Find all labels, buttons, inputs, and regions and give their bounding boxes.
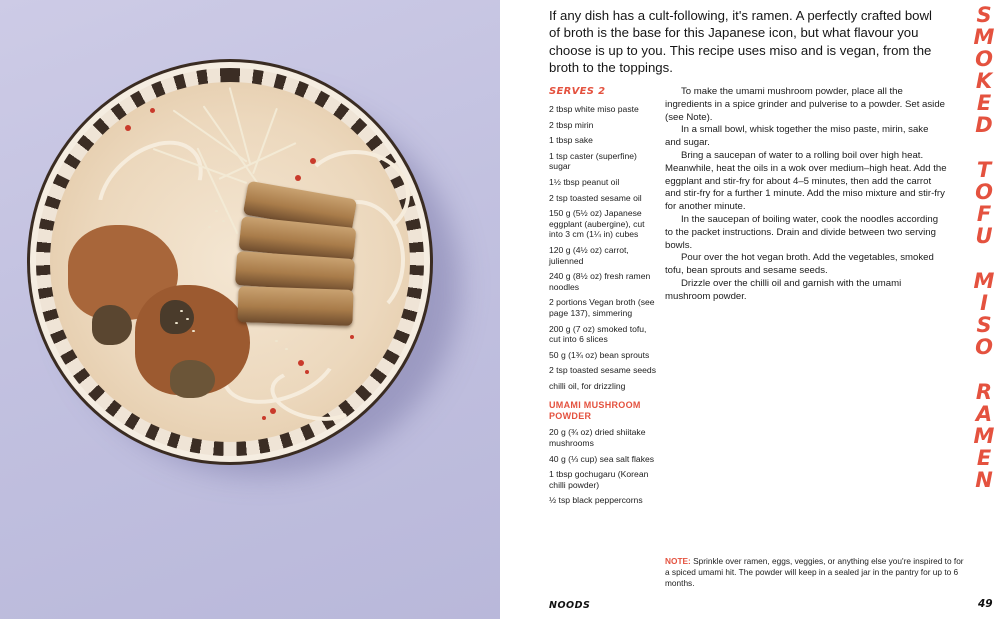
ingredient-item: 1 tbsp gochugaru (Korean chilli powder) — [549, 469, 649, 490]
ingredients-column — [549, 86, 657, 511]
umami-powder-heading: UMAMI MUSHROOM POWDER — [549, 400, 641, 421]
ingredient-item: 20 g (¾ oz) dried shiitake mushrooms — [549, 427, 646, 449]
title-letter: M — [973, 424, 995, 448]
smoked-tofu-slice — [237, 286, 353, 326]
title-letter: O — [975, 335, 993, 359]
title-letter: O — [975, 180, 993, 204]
ingredient-item: 1 tsp caster (superfine) sugar — [549, 150, 637, 172]
sesame-seed — [186, 318, 189, 320]
method-step: In the saucepan of boiling water, cook the noodles according to the packet instructions. Drain and divide between two serving bowls. — [665, 213, 939, 251]
title-letter: O — [975, 47, 993, 71]
chilli-oil-drop — [125, 125, 131, 131]
title-letter: M — [973, 25, 995, 49]
note-label: NOTE: — [665, 556, 691, 566]
title-word — [969, 381, 999, 491]
umami-ingredients-list — [549, 427, 657, 506]
ingredient-item: 2 portions Vegan broth (see page 137), simmering — [549, 297, 655, 318]
title-letter: S — [976, 313, 992, 337]
sesame-seed — [275, 340, 278, 342]
eggplant — [92, 305, 132, 345]
recipe-intro: If any dish has a cult-following, it's ramen. A perfectly crafted bowl of broth is the base for this Japanese icon, but what flavour you choose is up to you. This recipe uses miso and is vegan, from the broth to the toppings. — [549, 8, 932, 75]
method-step: Bring a saucepan of water to a rolling boil over high heat. Meanwhile, heat the oils in a wok over medium–high heat. Add the eggplant and stir-fry for about 4–5 minutes, then add the carrot and stir-fry for a further 1 minute. Add the miso mixture and stir-fry for another minute. — [665, 149, 947, 213]
title-letter: F — [976, 202, 992, 226]
title-letter: U — [975, 224, 993, 248]
sesame-seed — [222, 220, 225, 222]
chilli-oil-drop — [350, 335, 354, 339]
title-letter: R — [975, 380, 993, 404]
ingredient-item: 1 tbsp sake — [549, 135, 593, 146]
title-letter: A — [975, 402, 993, 426]
chilli-oil-drop — [262, 416, 266, 420]
ingredients-list — [549, 104, 657, 391]
ingredient-item: 2 tbsp white miso paste — [549, 104, 639, 114]
title-word — [969, 4, 999, 136]
sesame-seed — [215, 210, 218, 212]
title-word — [969, 270, 999, 358]
chapter-name: NOODS — [549, 600, 591, 611]
title-letter: I — [980, 291, 988, 315]
method-step: In a small bowl, whisk together the miso paste, mirin, sake and sugar. — [665, 124, 929, 149]
eggplant — [170, 360, 215, 398]
ingredient-item: chilli oil, for drizzling — [549, 380, 626, 391]
page-number: 49 — [978, 598, 993, 610]
title-letter: N — [975, 468, 993, 492]
sesame-seed — [175, 322, 178, 324]
recipe-title-vertical — [964, 4, 1000, 514]
chilli-oil-drop — [150, 108, 155, 113]
ingredient-item: ½ tsp black peppercorns — [549, 495, 643, 506]
method-column — [665, 86, 947, 304]
title-letter: M — [973, 269, 995, 293]
sesame-seed — [285, 348, 288, 350]
ingredient-item: 1½ tbsp peanut oil — [549, 176, 620, 187]
chilli-oil-drop — [298, 360, 304, 366]
title-letter: K — [975, 69, 993, 93]
title-letter: T — [976, 158, 992, 182]
eggplant — [160, 300, 194, 334]
serves-heading: SERVES 2 — [549, 86, 606, 97]
ingredient-item: 240 g (8½ oz) fresh ramen noodles — [549, 271, 651, 292]
method-step: To make the umami mushroom powder, place all the ingredients in a spice grinder and pulverise to a powder. Set aside (see Note). — [665, 86, 945, 123]
ingredient-item: 2 tsp toasted sesame oil — [549, 192, 642, 203]
sesame-seed — [192, 330, 195, 332]
sesame-seed — [180, 310, 183, 312]
ingredient-item: 2 tsp toasted sesame seeds — [549, 365, 657, 376]
ingredient-item: 150 g (5½ oz) Japanese eggplant (aubergine), cut into 3 cm (1¼ in) cubes — [549, 208, 645, 240]
ingredient-item: 50 g (1¾ oz) bean sprouts — [549, 349, 650, 360]
title-letter: D — [975, 113, 993, 137]
chilli-oil-drop — [295, 175, 301, 181]
sesame-seed — [208, 226, 211, 228]
chilli-oil-drop — [270, 408, 276, 414]
chilli-oil-drop — [305, 370, 309, 374]
ingredient-item: 200 g (7 oz) smoked tofu, cut into 6 slices — [549, 323, 647, 345]
ingredient-item: 40 g (⅓ cup) sea salt flakes — [549, 453, 655, 464]
note-text: Sprinkle over ramen, eggs, veggies, or anything else you're inspired to for a spiced umami hit. The powder will keep in a sealed jar in the pantry for up to 6 months. — [665, 556, 964, 588]
title-letter: S — [976, 3, 992, 27]
ingredient-item: 2 tbsp mirin — [549, 119, 594, 130]
ingredient-item: 120 g (4½ oz) carrot, julienned — [549, 244, 629, 266]
title-letter: E — [976, 91, 992, 115]
title-word — [969, 159, 999, 247]
chilli-oil-drop — [310, 158, 316, 164]
title-letter: E — [976, 446, 992, 470]
method-step: Pour over the hot vegan broth. Add the vegetables, smoked tofu, bean sprouts and sesame seeds. — [665, 252, 934, 277]
method-step: Drizzle over the chilli oil and garnish with the umami mushroom powder. — [665, 277, 902, 302]
recipe-note — [665, 556, 965, 589]
